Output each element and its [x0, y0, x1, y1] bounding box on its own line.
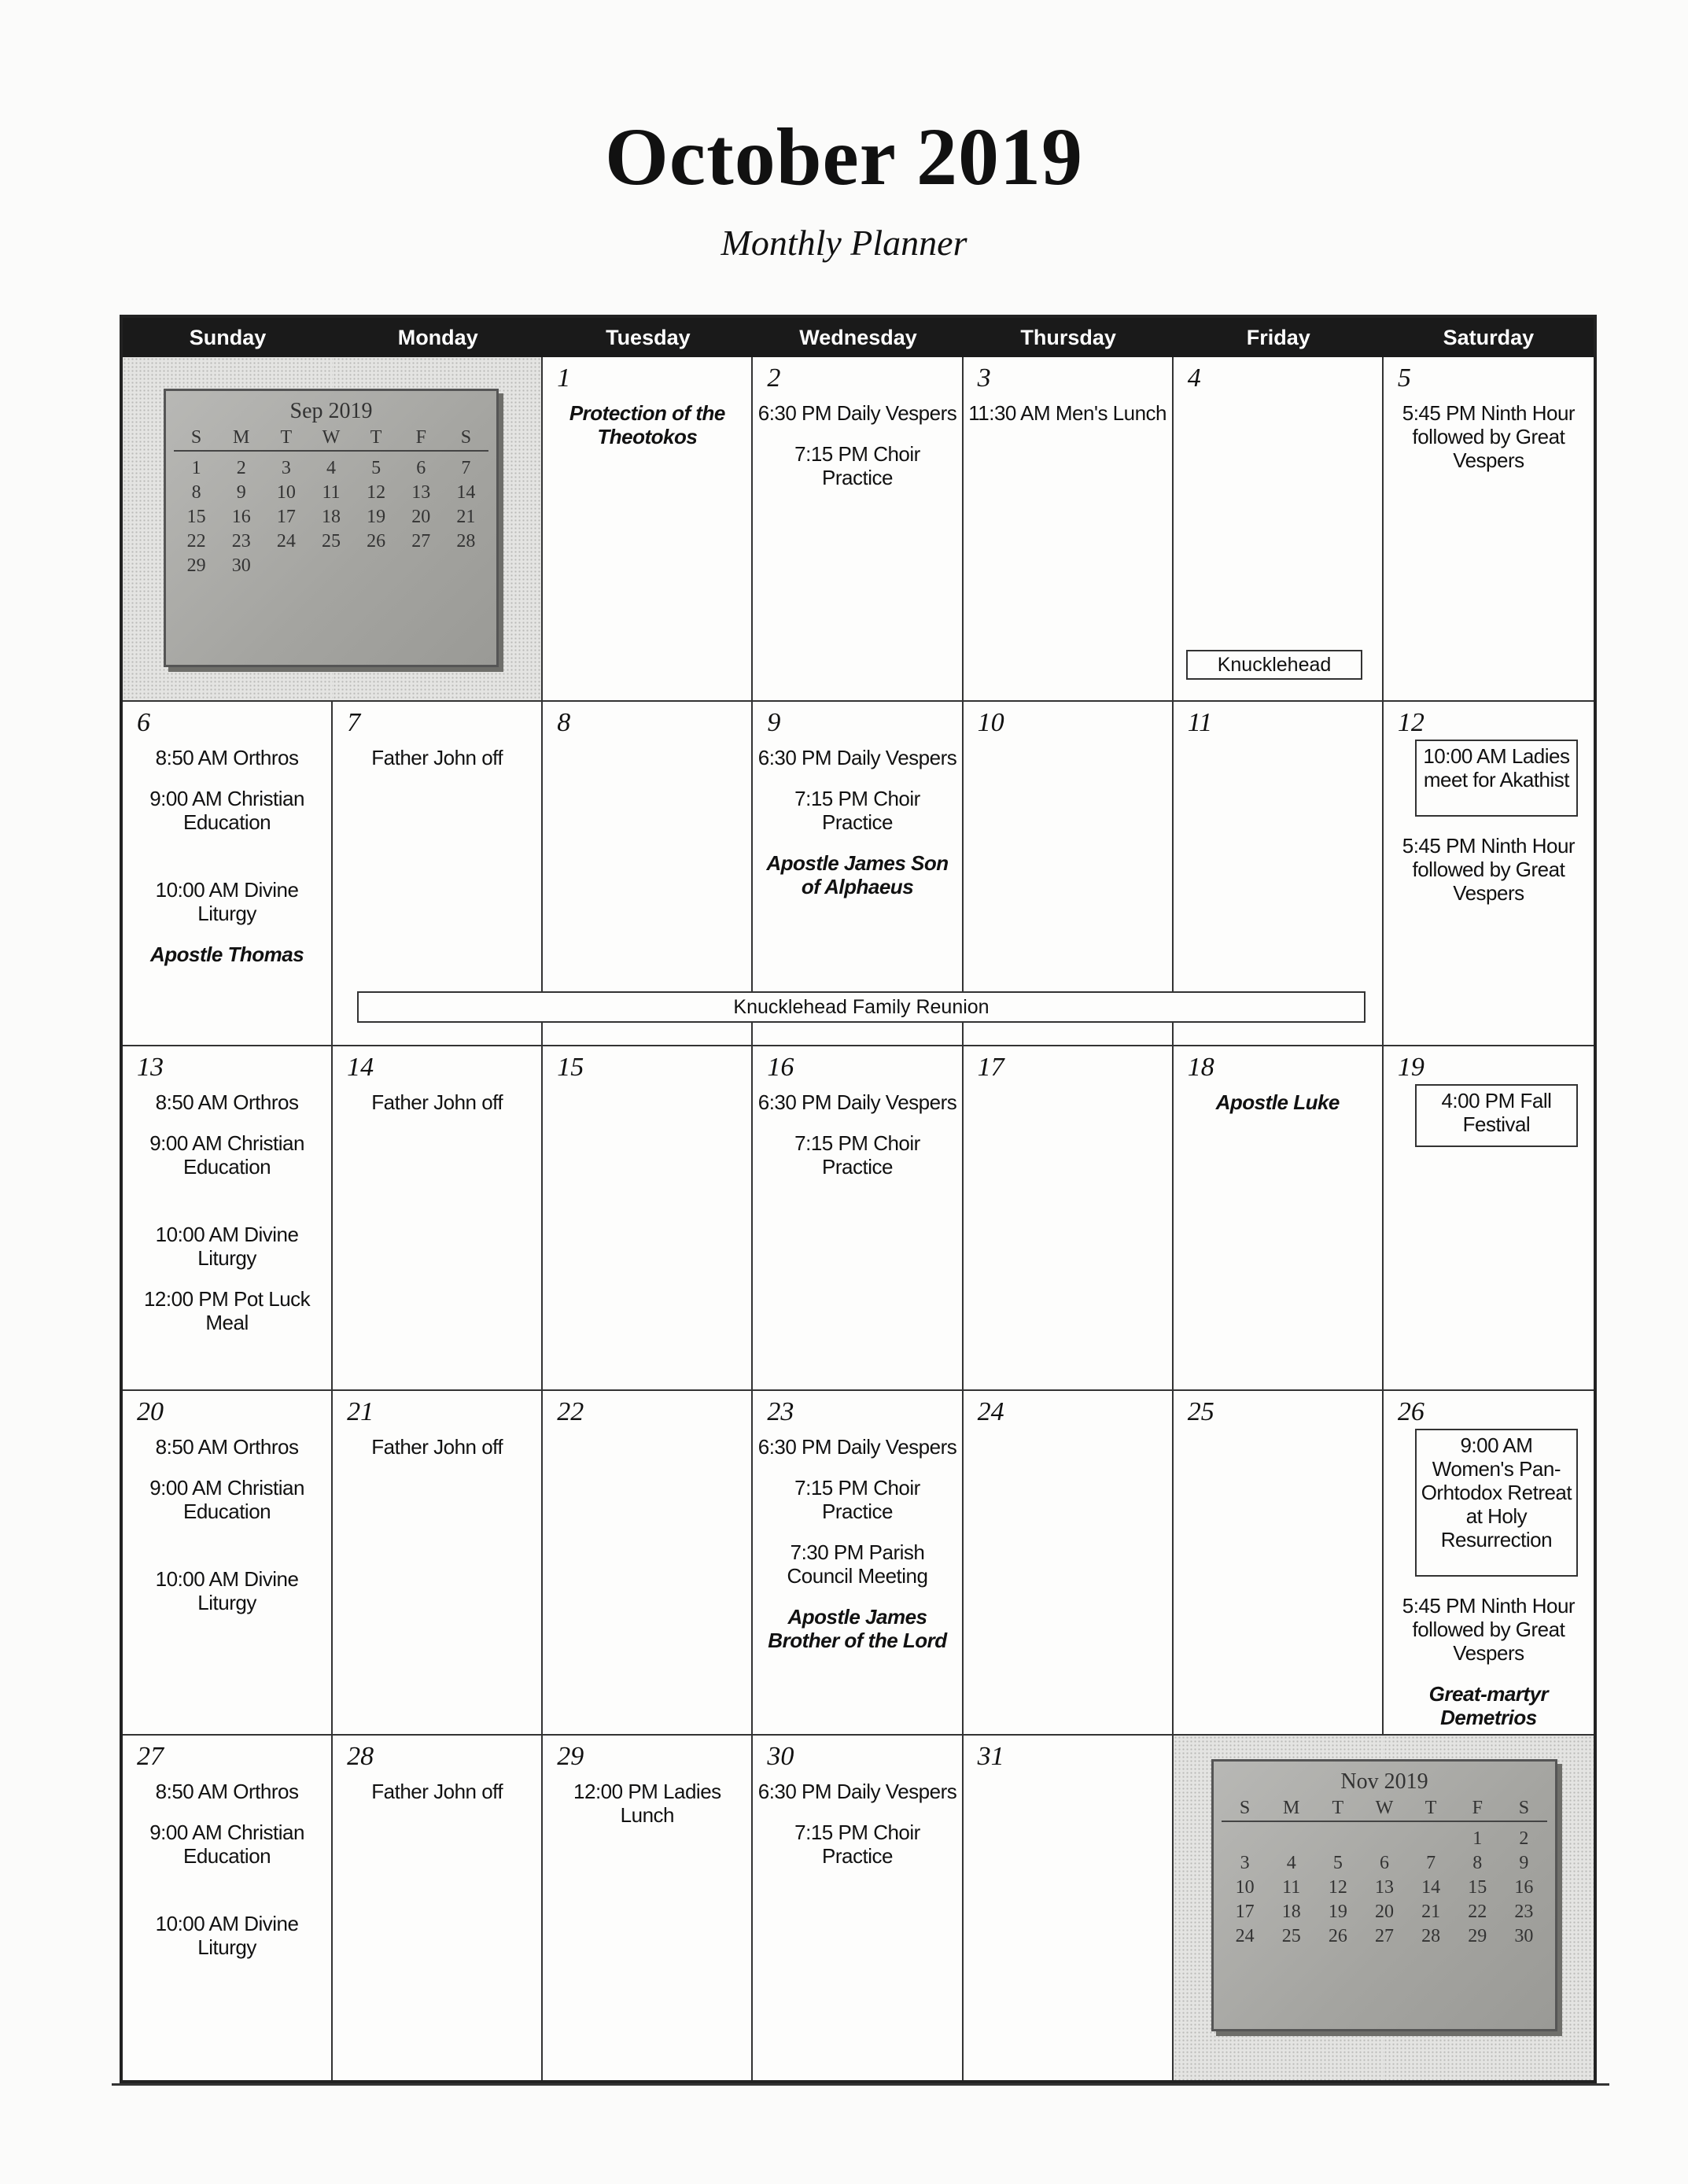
mini-day: 25 [1281, 1926, 1301, 1946]
mini-dow: T [1314, 1798, 1361, 1822]
day-number: 18 [1187, 1053, 1214, 1082]
day-events [757, 1090, 956, 1196]
mini-day: 9 [236, 482, 246, 503]
day-events [757, 746, 956, 916]
mini-day: 20 [1374, 1902, 1394, 1922]
calendar-event[interactable]: 8:50 AM Orthros [155, 1780, 299, 1803]
day-events [337, 1780, 536, 1821]
mini-day: 24 [276, 531, 296, 552]
day-events [1388, 401, 1589, 489]
day-number: 20 [137, 1397, 164, 1426]
mini-day: 11 [1282, 1877, 1301, 1898]
mini-day: 22 [186, 531, 206, 552]
mini-day: 19 [367, 507, 386, 527]
mini-day: 12 [1328, 1877, 1347, 1898]
day-cell-6[interactable] [123, 702, 333, 1046]
day-events [1388, 1090, 1589, 1164]
mini-calendar-days [1222, 1798, 1547, 1947]
day-number: 17 [977, 1053, 1004, 1082]
mini-day: 9 [1519, 1853, 1529, 1873]
day-events [127, 1435, 326, 1632]
day-cell-27[interactable] [123, 1736, 333, 2080]
calendar-event[interactable]: 6:30 PM Daily Vespers [757, 1780, 957, 1803]
mini-day [1222, 1828, 1268, 1850]
day-events [337, 1435, 536, 1476]
mini-dow: S [174, 427, 219, 452]
mini-day: 22 [1468, 1902, 1487, 1922]
page-subtitle: Monthly Planner [721, 223, 967, 263]
mini-day: 27 [411, 531, 431, 552]
mini-day: 21 [1421, 1902, 1441, 1922]
mini-day [1408, 1828, 1454, 1850]
calendar-event[interactable]: 12:00 PM Ladies Lunch [573, 1780, 721, 1827]
day-number: 7 [347, 708, 361, 737]
day-number: 31 [977, 1742, 1004, 1771]
day-number: 23 [767, 1397, 794, 1426]
day-number: 8 [557, 708, 571, 737]
day-events [757, 401, 956, 507]
calendar-event[interactable]: 9:00 AM Christian Education [149, 1821, 304, 1868]
day-cell-23[interactable] [753, 1391, 963, 1736]
mini-day: 8 [1472, 1853, 1483, 1873]
month-calendar [120, 315, 1597, 2083]
day-events [757, 1780, 956, 1885]
calendar-event[interactable]: 6:30 PM Daily Vespers [757, 1435, 957, 1459]
mini-day: 5 [1332, 1853, 1343, 1873]
day-events [1178, 1090, 1377, 1131]
mini-day: 10 [1235, 1877, 1255, 1898]
mini-day: 24 [1235, 1926, 1255, 1946]
mini-day: 23 [231, 531, 251, 552]
day-events [337, 746, 536, 787]
mini-dow: M [1268, 1798, 1314, 1822]
day-cell-31[interactable] [964, 1736, 1174, 2080]
day-number: 3 [977, 363, 991, 393]
mini-day: 12 [367, 482, 386, 503]
calendar-event[interactable]: 10:00 AM Ladies meet for Akathist [1415, 740, 1578, 817]
mini-day: 29 [1468, 1926, 1487, 1946]
day-number: 27 [137, 1742, 164, 1771]
day-number: 10 [977, 708, 1004, 737]
weekday-tuesday: Tuesday [606, 326, 691, 349]
day-cell-24[interactable] [964, 1391, 1174, 1736]
day-events [127, 1780, 326, 1976]
mini-day: 30 [1514, 1926, 1534, 1946]
event-knucklehead[interactable]: Knucklehead [1186, 650, 1362, 680]
day-events [757, 1435, 956, 1669]
mini-day: 18 [321, 507, 341, 527]
calendar-event[interactable]: 10:00 AM Divine Liturgy [155, 1567, 299, 1614]
mini-day: 3 [281, 458, 291, 478]
day-events [1388, 746, 1589, 922]
day-number: 15 [557, 1053, 584, 1082]
day-number: 1 [557, 363, 571, 393]
mini-dow: F [1454, 1798, 1501, 1822]
mini-day: 14 [456, 482, 476, 503]
day-cell-14[interactable] [333, 1046, 543, 1391]
day-cell-13[interactable] [123, 1046, 333, 1391]
weekday-header [123, 318, 1594, 357]
calendar-shadow-line [112, 2077, 1609, 2086]
day-cell-2[interactable] [753, 357, 963, 702]
calendar-event[interactable]: 5:45 PM Ninth Hour followed by Great Vespers [1402, 1594, 1576, 1665]
day-cell-3[interactable] [964, 357, 1174, 702]
mini-dow: M [219, 427, 264, 452]
day-number: 26 [1397, 1397, 1424, 1426]
mini-day: 15 [186, 507, 206, 527]
mini-day: 16 [1514, 1877, 1534, 1898]
mini-day: 7 [461, 458, 471, 478]
mini-dow: W [1361, 1798, 1407, 1822]
event-knucklehead-family-reunion[interactable]: Knucklehead Family Reunion [357, 991, 1366, 1023]
page-title: October 2019 [605, 112, 1083, 202]
mini-day: 4 [1286, 1853, 1296, 1873]
mini-day: 13 [1374, 1877, 1394, 1898]
day-number: 16 [767, 1053, 794, 1082]
mini-day: 3 [1240, 1853, 1250, 1873]
day-cell-26[interactable] [1384, 1391, 1594, 1736]
feast-day-label: Apostle James Brother of the Lord [768, 1605, 947, 1652]
mini-day: 20 [411, 507, 431, 527]
calendar-event[interactable]: 10:00 AM Divine Liturgy [155, 878, 299, 925]
day-number: 4 [1187, 363, 1201, 393]
mini-day: 30 [231, 555, 251, 576]
mini-day: 14 [1421, 1877, 1441, 1898]
calendar-event[interactable]: 7:15 PM Choir Practice [794, 1476, 920, 1523]
mini-day: 16 [231, 507, 251, 527]
mini-day: 6 [1379, 1853, 1389, 1873]
mini-day: 26 [1328, 1926, 1347, 1946]
weekday-wednesday: Wednesday [799, 326, 917, 349]
mini-day: 17 [1235, 1902, 1255, 1922]
day-number: 12 [1397, 708, 1424, 737]
day-number: 30 [767, 1742, 794, 1771]
day-events [337, 1090, 536, 1131]
mini-dow: S [1222, 1798, 1268, 1822]
mini-calendar-title: Nov 2019 [1340, 1769, 1428, 1794]
day-events [127, 746, 326, 983]
mini-calendar-sep [164, 389, 499, 667]
calendar-event[interactable]: 6:30 PM Daily Vespers [757, 746, 957, 769]
calendar-event[interactable]: 7:15 PM Choir Practice [794, 442, 920, 489]
weekday-saturday: Saturday [1443, 326, 1535, 349]
calendar-event[interactable]: 7:30 PM Parish Council Meeting [787, 1540, 928, 1588]
mini-day: 17 [276, 507, 296, 527]
day-number: 21 [347, 1397, 374, 1426]
calendar-event[interactable]: 6:30 PM Daily Vespers [757, 401, 957, 425]
mini-day: 4 [326, 458, 336, 478]
mini-day: 13 [411, 482, 431, 503]
mini-dow: F [399, 427, 444, 452]
calendar-event[interactable]: 9:00 AM Christian Education [149, 1131, 304, 1179]
mini-day: 23 [1514, 1902, 1534, 1922]
mini-day: 26 [367, 531, 386, 552]
calendar-event[interactable]: 5:45 PM Ninth Hour followed by Great Vespers [1402, 401, 1576, 472]
mini-calendar-nov [1211, 1759, 1557, 2031]
day-number: 22 [557, 1397, 584, 1426]
day-cell-29[interactable] [543, 1736, 753, 2080]
day-events [547, 401, 746, 466]
calendar-event[interactable]: 10:00 AM Divine Liturgy [155, 1912, 299, 1959]
mini-day: 29 [186, 555, 206, 576]
mini-calendar-days [174, 427, 488, 577]
day-cell-18[interactable] [1174, 1046, 1384, 1391]
calendar-event[interactable]: 8:50 AM Orthros [155, 1090, 299, 1114]
feast-day-label: Apostle Luke [1215, 1090, 1340, 1114]
day-number: 5 [1397, 363, 1411, 393]
calendar-event[interactable]: 9:00 AM Christian Education [149, 1476, 304, 1523]
mini-day: 27 [1374, 1926, 1394, 1946]
day-cell-5[interactable] [1384, 357, 1594, 702]
calendar-event[interactable]: 10:00 AM Divine Liturgy [155, 1223, 299, 1270]
day-events [127, 1090, 326, 1352]
day-cell-15[interactable] [543, 1046, 753, 1391]
day-number: 28 [347, 1742, 374, 1771]
mini-day: 18 [1281, 1902, 1301, 1922]
day-number: 6 [137, 708, 150, 737]
calendar-event[interactable]: Father John off [371, 1435, 503, 1459]
day-number: 29 [557, 1742, 584, 1771]
mini-day: 25 [321, 531, 341, 552]
feast-day-label: Apostle Thomas [149, 943, 304, 966]
mini-day: 1 [1472, 1828, 1483, 1849]
weekday-monday: Monday [397, 326, 478, 349]
calendar-event[interactable]: 11:30 AM Men's Lunch [968, 401, 1167, 425]
calendar-event[interactable]: 8:50 AM Orthros [155, 1435, 299, 1459]
mini-day [1361, 1828, 1407, 1850]
calendar-event[interactable]: 9:00 AM Women's Pan-Orhtodox Retreat at Holy Resurrection [1415, 1429, 1578, 1577]
day-number: 11 [1187, 708, 1213, 737]
feast-day-label: Apostle James Son of Alphaeus [766, 851, 949, 898]
calendar-event[interactable]: 7:15 PM Choir Practice [794, 787, 920, 834]
day-cell-28[interactable] [333, 1736, 543, 2080]
day-cell-16[interactable] [753, 1046, 963, 1391]
feast-day-label: Great-martyr Demetrios [1428, 1682, 1549, 1729]
day-number: 24 [977, 1397, 1004, 1426]
mini-dow: T [354, 427, 399, 452]
day-number: 19 [1397, 1053, 1424, 1082]
calendar-event[interactable]: Father John off [371, 746, 503, 769]
day-cell-25[interactable] [1174, 1391, 1384, 1736]
mini-day [1314, 1828, 1361, 1850]
mini-day: 1 [191, 458, 201, 478]
day-cell-22[interactable] [543, 1391, 753, 1736]
day-number: 25 [1187, 1397, 1214, 1426]
mini-day: 8 [191, 482, 201, 503]
mini-day: 10 [276, 482, 296, 503]
weekday-friday: Friday [1246, 326, 1310, 349]
mini-dow: W [308, 427, 353, 452]
calendar-event[interactable]: 9:00 AM Christian Education [149, 787, 304, 834]
mini-dow: S [1501, 1798, 1547, 1822]
mini-day: 6 [416, 458, 426, 478]
calendar-event[interactable]: 6:30 PM Daily Vespers [757, 1090, 957, 1114]
calendar-event[interactable]: 7:15 PM Choir Practice [794, 1821, 920, 1868]
day-number: 13 [137, 1053, 164, 1082]
day-cell-19[interactable] [1384, 1046, 1594, 1391]
day-number: 2 [767, 363, 781, 393]
mini-calendar-title: Sep 2019 [289, 399, 373, 423]
mini-day: 15 [1468, 1877, 1487, 1898]
mini-day: 21 [456, 507, 476, 527]
mini-day: 2 [1519, 1828, 1529, 1849]
day-events [968, 401, 1167, 442]
day-events [1388, 1435, 1589, 1747]
weekday-thursday: Thursday [1020, 326, 1116, 349]
mini-day: 28 [1421, 1926, 1441, 1946]
calendar-event[interactable]: Father John off [371, 1090, 503, 1114]
calendar-event[interactable]: 8:50 AM Orthros [155, 746, 299, 769]
day-events [547, 1780, 746, 1844]
day-cell-21[interactable] [333, 1391, 543, 1736]
mini-dow: S [444, 427, 488, 452]
day-cell-1[interactable] [543, 357, 753, 702]
calendar-event[interactable]: 7:15 PM Choir Practice [794, 1131, 920, 1179]
calendar-event[interactable]: 5:45 PM Ninth Hour followed by Great Vespers [1402, 834, 1576, 905]
mini-day: 28 [456, 531, 476, 552]
day-cell-12[interactable] [1384, 702, 1594, 1046]
mini-dow: T [1408, 1798, 1454, 1822]
weekday-sunday: Sunday [189, 326, 267, 349]
day-number: 9 [767, 708, 781, 737]
day-number: 14 [347, 1053, 374, 1082]
calendar-event[interactable]: 4:00 PM Fall Festival [1415, 1084, 1578, 1147]
day-cell-17[interactable] [964, 1046, 1174, 1391]
mini-day: 7 [1426, 1853, 1436, 1873]
mini-day: 2 [236, 458, 246, 478]
mini-day: 5 [371, 458, 381, 478]
day-cell-20[interactable] [123, 1391, 333, 1736]
mini-day: 11 [322, 482, 341, 503]
feast-day-label: Protection of the Theotokos [569, 401, 725, 448]
calendar-event[interactable]: 12:00 PM Pot Luck Meal [143, 1287, 311, 1334]
day-cell-30[interactable] [753, 1736, 963, 2080]
calendar-event[interactable]: Father John off [371, 1780, 503, 1803]
mini-day [1268, 1828, 1314, 1850]
mini-dow: T [264, 427, 308, 452]
mini-day: 19 [1328, 1902, 1347, 1922]
